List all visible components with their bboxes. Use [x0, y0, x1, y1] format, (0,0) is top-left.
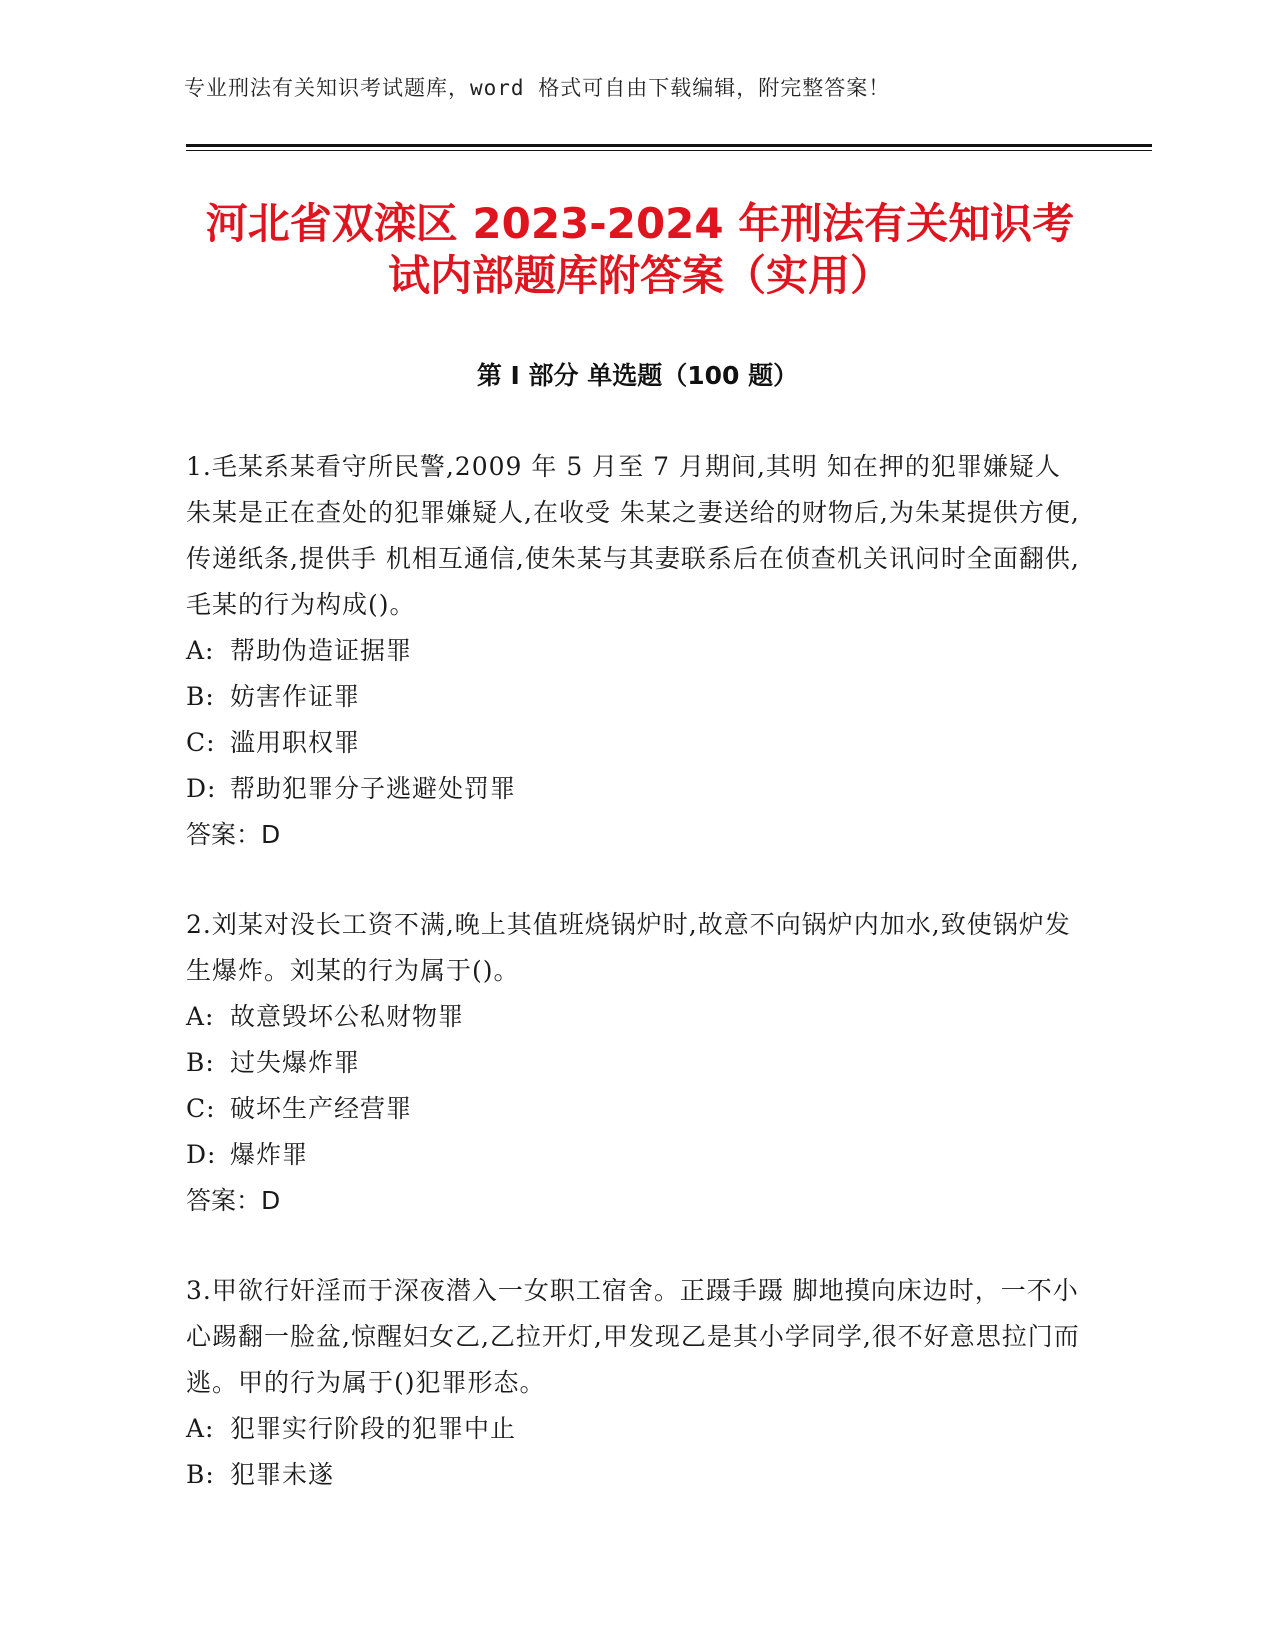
- option-key: D:: [186, 774, 217, 803]
- answer-line: 答案：D: [186, 820, 281, 849]
- option-text: 妨害作证罪: [230, 682, 361, 711]
- option-d: [186, 1132, 1086, 1178]
- option-b: [186, 1452, 1086, 1498]
- option-c: [186, 1086, 1086, 1132]
- option-key: A:: [186, 1414, 215, 1443]
- header-note: 专业刑法有关知识考试题库，word 格式可自由下载编辑，附完整答案！: [184, 76, 891, 100]
- answer-line: 答案：D: [186, 1186, 281, 1215]
- option-key: B:: [186, 682, 215, 711]
- option-a: [186, 1406, 1086, 1452]
- section-heading: 第 I 部分 单选题（100 题）: [476, 361, 799, 390]
- option-text: 破坏生产经营罪: [230, 1094, 413, 1123]
- option-b: [186, 1040, 1086, 1086]
- question-stem: 3.甲欲行奸淫而于深夜潜入一女职工宿舍。正蹑手蹑 脚地摸向床边时，一不小心踢翻一脸盆,惊醒妇女乙,乙拉开灯,甲发现乙是其小学同学,很不好意思拉门而逃。甲的行为属于()犯罪形态。: [186, 1276, 1080, 1397]
- question-1: [186, 444, 1086, 858]
- option-text: 犯罪未遂: [230, 1460, 335, 1489]
- option-b: [186, 674, 1086, 720]
- header-rule-thick: [186, 144, 1152, 147]
- option-text: 滥用职权罪: [230, 728, 361, 757]
- option-d: [186, 766, 1086, 812]
- option-text: 故意毁坏公私财物罪: [230, 1002, 465, 1031]
- option-c: [186, 720, 1086, 766]
- option-key: C:: [186, 728, 216, 757]
- option-a: [186, 628, 1086, 674]
- title-line-1: 河北省双滦区 2023-2024 年刑法有关知识考: [205, 199, 1075, 248]
- question-list: [186, 444, 1086, 1542]
- question-3: [186, 1268, 1086, 1498]
- option-key: C:: [186, 1094, 216, 1123]
- document-title: [160, 198, 1120, 302]
- option-key: D:: [186, 1140, 217, 1169]
- title-line-2: 试内部题库附答案（实用）: [387, 251, 892, 300]
- option-text: 过失爆炸罪: [230, 1048, 361, 1077]
- option-key: B:: [186, 1460, 215, 1489]
- option-text: 爆炸罪: [230, 1140, 309, 1169]
- header-rule-thin: [186, 150, 1152, 151]
- option-text: 犯罪实行阶段的犯罪中止: [230, 1414, 517, 1443]
- option-key: B:: [186, 1048, 215, 1077]
- option-key: A:: [186, 1002, 215, 1031]
- option-text: 帮助伪造证据罪: [230, 636, 413, 665]
- question-stem: 2.刘某对没长工资不满,晚上其值班烧锅炉时,故意不向锅炉内加水,致使锅炉发生爆炸。刘某的行为属于()。: [186, 910, 1071, 985]
- option-text: 帮助犯罪分子逃避处罚罪: [230, 774, 517, 803]
- question-stem: 1.毛某系某看守所民警,2009 年 5 月至 7 月期间,其明 知在押的犯罪嫌疑人朱某是正在查处的犯罪嫌疑人,在收受 朱某之妻送给的财物后,为朱某提供方便,传递纸条,提供手 机相互通信,使朱某与其妻联系后在侦查机关讯问时全面翻供,毛某的行为构成()。: [186, 452, 1080, 619]
- option-key: A:: [186, 636, 215, 665]
- option-a: [186, 994, 1086, 1040]
- question-2: [186, 902, 1086, 1224]
